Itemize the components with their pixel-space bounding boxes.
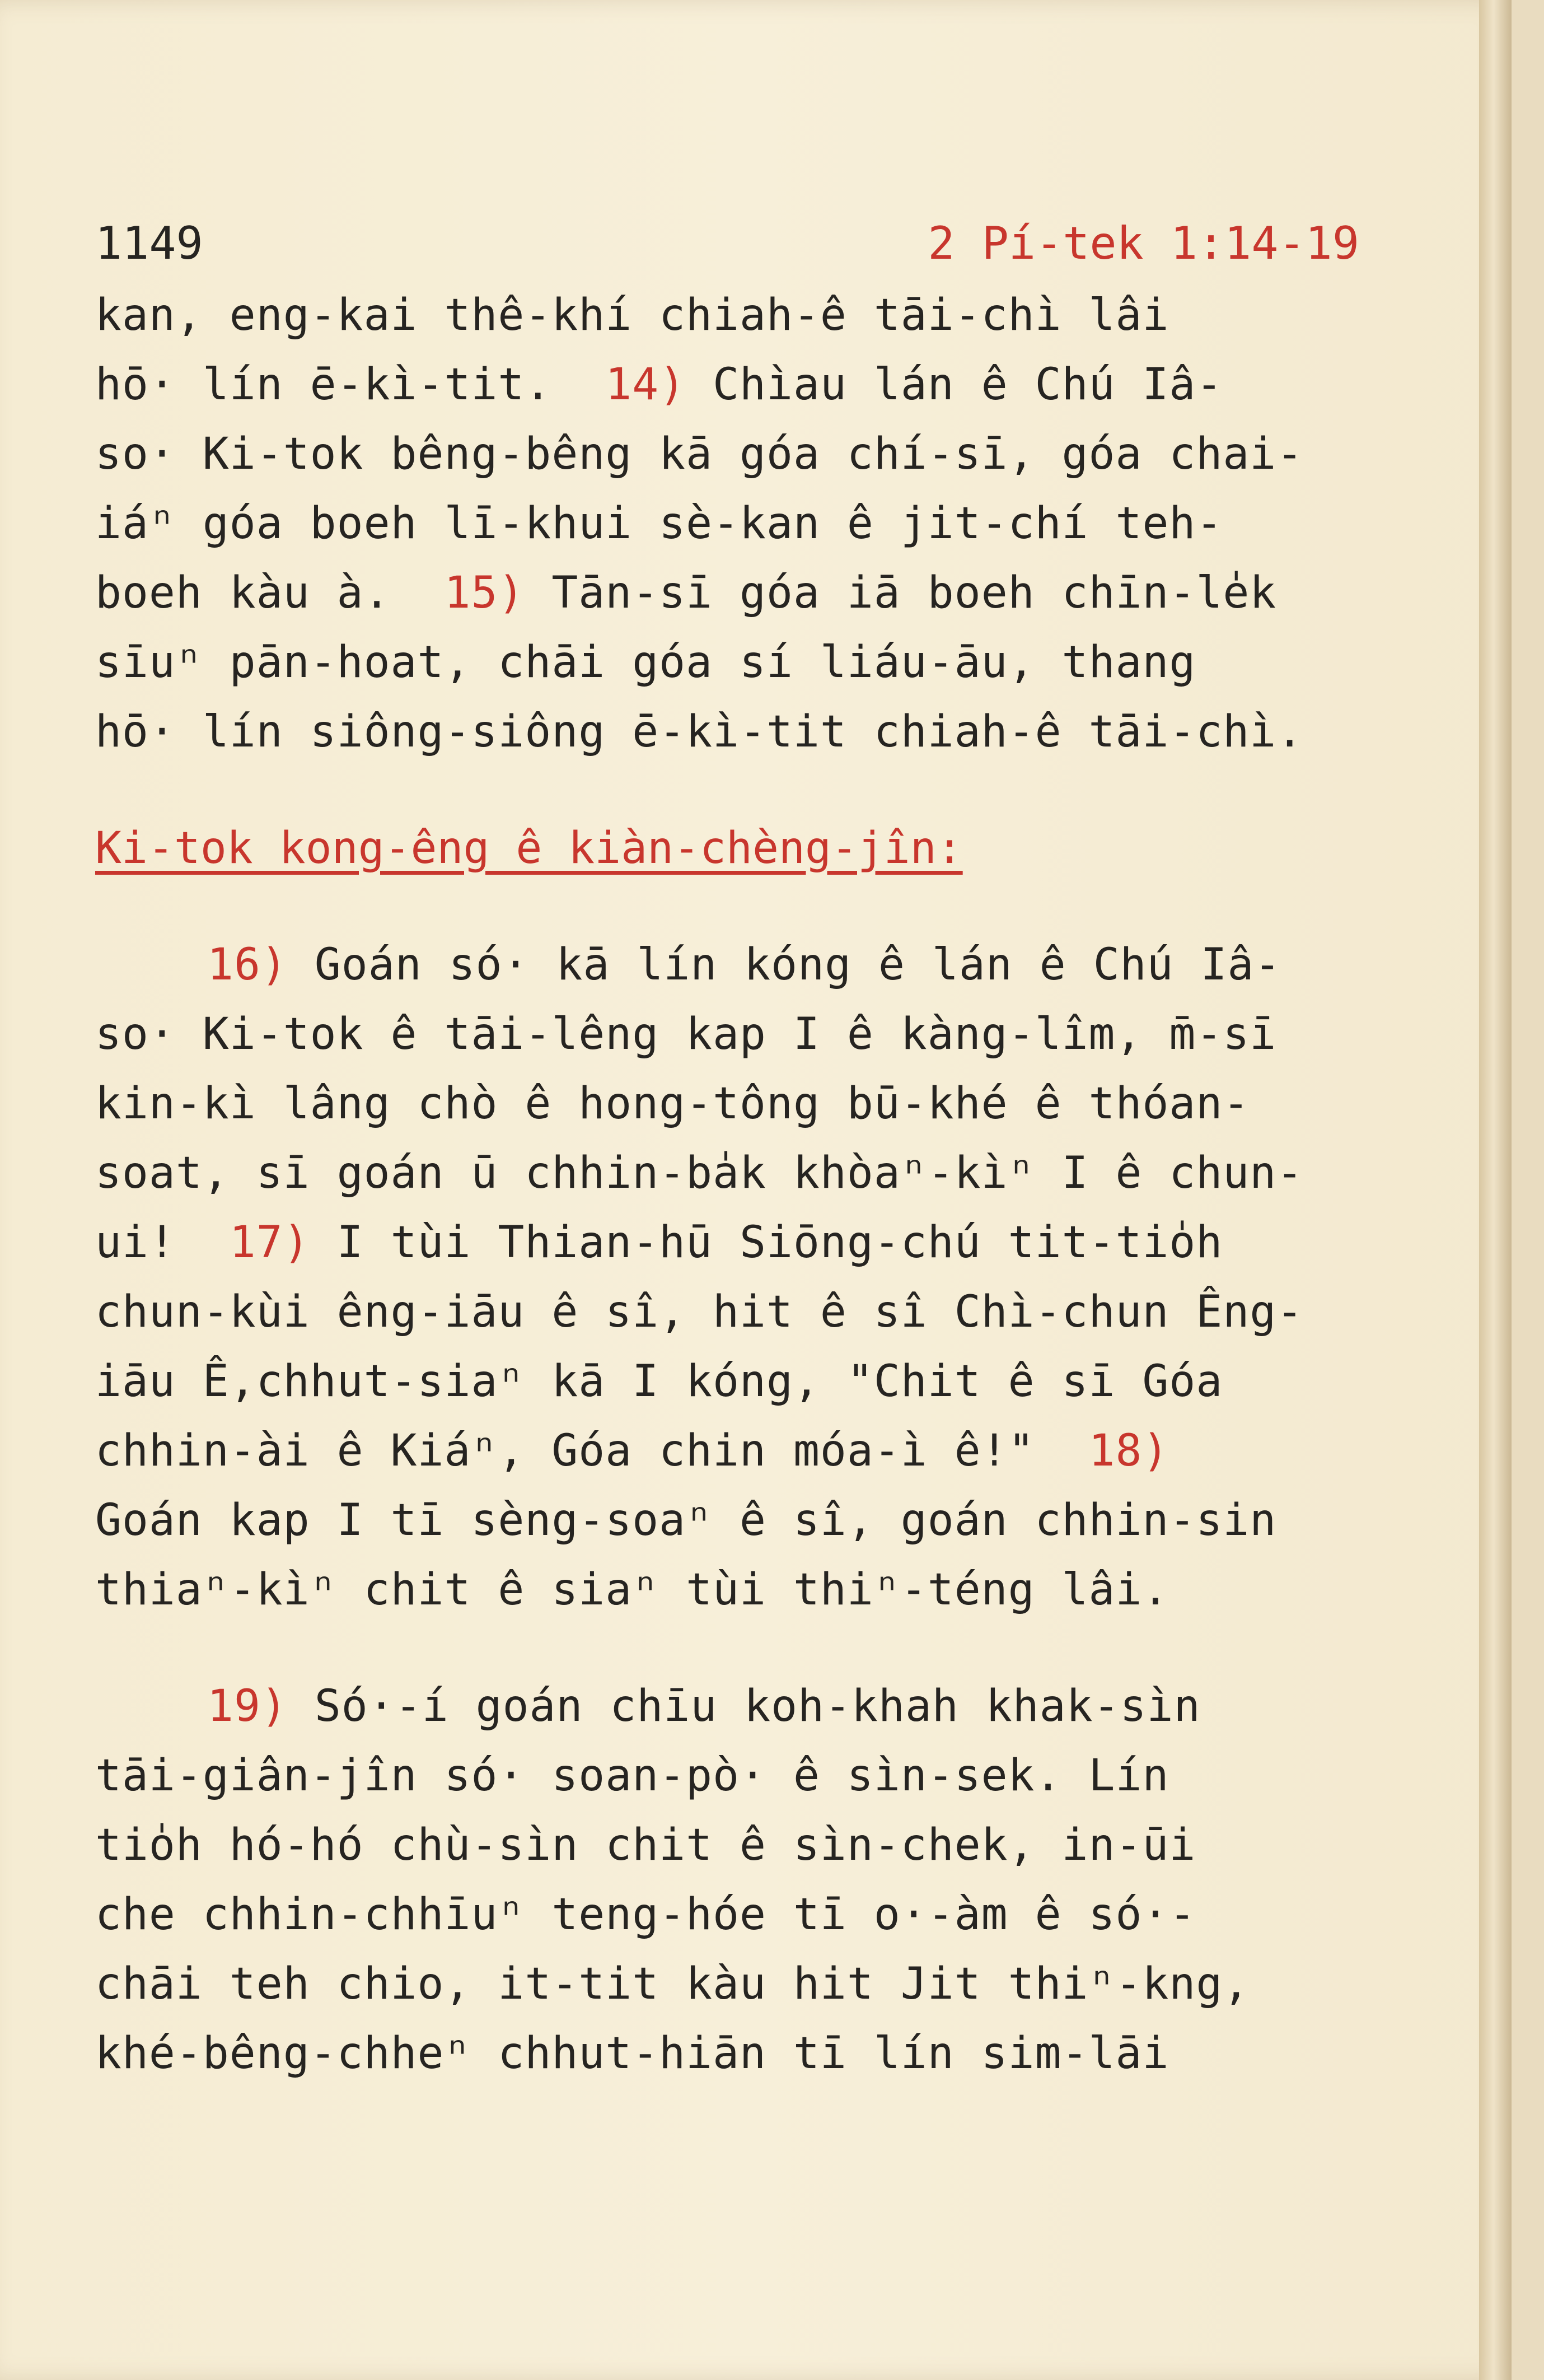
page-content — [95, 216, 1394, 2088]
text-line — [95, 1208, 1394, 1277]
text-line: chāi teh chio, it-tit kàu hit Jit thiⁿ-kng, — [95, 1959, 1250, 2009]
text-fragment: Goán só· kā lín kóng ê lán ê Chú Iâ- — [287, 940, 1281, 990]
text-fragment: ui! — [95, 1217, 230, 1268]
text-fragment: hō· lín ē-kì-tit. — [95, 360, 606, 410]
text-line — [95, 1672, 1394, 1741]
spacer — [95, 883, 1394, 930]
text-fragment: Tān-sī góa iā boeh chīn-le̍k — [525, 568, 1277, 618]
running-head: 2 Pí-tek 1:14-19 — [928, 217, 1359, 269]
paragraph-block-2 — [95, 930, 1394, 1625]
text-line: thiaⁿ-kìⁿ chit ê siaⁿ tùi thiⁿ-téng lâi. — [95, 1565, 1169, 1615]
text-fragment: Só·-í goán chīu koh-khah khak-sìn — [287, 1681, 1201, 1732]
verse-number: 18) — [1088, 1426, 1169, 1476]
text-line: che chhin-chhīuⁿ teng-hóe tī o·-àm ê só·- — [95, 1889, 1196, 1940]
text-line: so· Ki-tok ê tāi-lêng kap I ê kàng-lîm, m̄-sī — [95, 1009, 1277, 1060]
text-line: soat, sī goán ū chhin-ba̍k khòaⁿ-kìⁿ I ê chun- — [95, 1148, 1304, 1198]
text-line: hō· lín siông-siông ē-kì-tit chiah-ê tāi-chì. — [95, 707, 1304, 757]
text-fragment: I tùi Thian-hū Siōng-chú tit-tio̍h — [310, 1217, 1223, 1268]
text-line: kin-kì lâng chò ê hong-tông bū-khé ê thóan- — [95, 1079, 1250, 1129]
page-edge — [1479, 0, 1512, 2380]
page-number: 1149 — [95, 217, 203, 269]
text-fragment: chhin-ài ê Kiáⁿ, Góa chin móa-ì ê!" — [95, 1426, 1089, 1476]
text-line: tio̍h hó-hó chù-sìn chit ê sìn-chek, in-ūi — [95, 1820, 1196, 1870]
verse-number: 17) — [229, 1217, 310, 1268]
text-line — [95, 558, 1394, 628]
section-heading: Ki-tok kong-êng ê kiàn-chèng-jîn: — [95, 823, 963, 874]
text-line: Goán kap I tī sèng-soaⁿ ê sî, goán chhin-sin — [95, 1495, 1277, 1546]
spacer — [95, 767, 1394, 814]
verse-number: 16) — [207, 940, 288, 990]
page-header — [95, 216, 1394, 272]
text-line: tāi-giân-jîn só· soan-pò· ê sìn-sek. Lín — [95, 1751, 1169, 1801]
verse-number: 15) — [444, 568, 525, 618]
spacer — [95, 1625, 1394, 1672]
text-line: khé-bêng-chheⁿ chhut-hiān tī lín sim-lāi — [95, 2028, 1169, 2079]
text-line: iáⁿ góa boeh lī-khui sè-kan ê jit-chí teh- — [95, 498, 1223, 549]
text-line — [95, 350, 1394, 419]
text-line — [95, 930, 1394, 1000]
text-line — [95, 1416, 1394, 1486]
text-fragment: Chìau lán ê Chú Iâ- — [686, 360, 1223, 410]
text-line: chun-kùi êng-iāu ê sî, hit ê sî Chì-chun Êng- — [95, 1287, 1304, 1337]
paragraph-block-1 — [95, 281, 1394, 767]
text-line: kan, eng-kai thê-khí chiah-ê tāi-chì lâi — [95, 290, 1169, 340]
text-fragment: boeh kàu à. — [95, 568, 445, 618]
verse-number: 19) — [207, 1681, 288, 1732]
text-line: iāu Ê,chhut-siaⁿ kā I kóng, "Chit ê sī Góa — [95, 1356, 1223, 1407]
paragraph-block-3 — [95, 1672, 1394, 2088]
text-line: sīuⁿ pān-hoat, chāi góa sí liáu-āu, thang — [95, 637, 1196, 688]
verse-number: 14) — [605, 360, 686, 410]
text-line: so· Ki-tok bêng-bêng kā góa chí-sī, góa chai- — [95, 429, 1304, 479]
